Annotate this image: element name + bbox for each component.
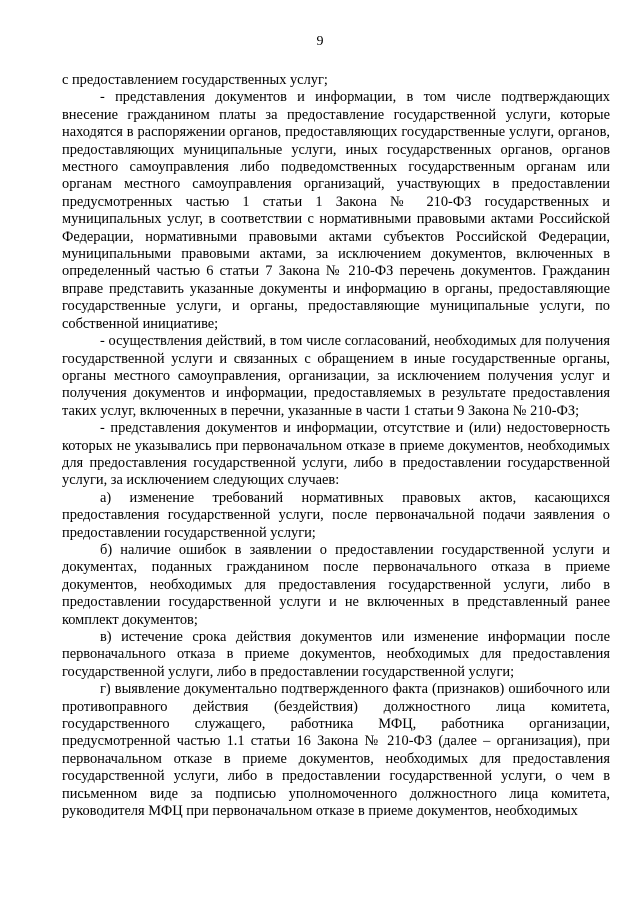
- page-number: 9: [316, 34, 324, 49]
- paragraph-item-g: г) выявление документально подтвержденного факта (признаков) ошибочного или противоправного действия (бездействия) должностного лица комитета, государственного служащего, работника МФЦ, работника организации, предусмотренной частью 1.1 статьи 16 Закона № 210-ФЗ (далее – организация), при первоначальном отказе в приеме документов, необходимых для предоставления государственной услуги, либо в предоставлении государственной услуги, о чем в письменном виде за подписью уполномоченного должностного лица комитета, руководителя МФЦ при первоначальном отказе в приеме документов, необходимых: [62, 681, 610, 820]
- paragraph-item-a: а) изменение требований нормативных правовых актов, касающихся предоставления государственной услуги, после первоначальной подачи заявления о предоставлении государственной услуги;: [62, 489, 610, 541]
- paragraph-item-v: в) истечение срока действия документов или изменение информации после первоначального отказа в приеме документов, необходимых для предоставления государственной услуги, либо в предоставлении государственной услуги;: [62, 629, 610, 680]
- paragraph-actions-approvals: - осуществления действий, в том числе согласований, необходимых для получения государственной услуги и связанных с обращением в иные государственные органы, органы местного самоуправления, организации, за исключением получения услуг и получения документов и информации, предоставляемых в результате предоставления таких услуг, включенных в перечни, указанные в части 1 статьи 9 Закона № 210-ФЗ;: [62, 333, 610, 419]
- paragraph-documents-information: - представления документов и информации, в том числе подтверждающих внесение гражданином платы за предоставление государственной услуги, которые находятся в распоряжении органов, предоставляющих государственные услуги, органов, предоставляющих муниципальные услуги, иных государственных органов, органов местного самоуправления либо подведомственных государственным органам или органам местного самоуправления организаций, участвующих в предоставлении предусмотренных частью 1 статьи 1 Закона № 210-ФЗ государственных и муниципальных услуг, в соответствии с нормативными правовыми актами Российской Федерации, нормативными правовыми актами субъектов Российской Федерации, муниципальными правовыми актами, за исключением документов, включенных в определенный частью 6 статьи 7 Закона № 210-ФЗ перечень документов. Гражданин вправе представить указанные документы и информацию в органы, предоставляющие государственные услуги, и органы, предоставляющие муниципальные услуги, по собственной инициативе;: [62, 89, 610, 332]
- paragraph-continuation: с предоставлением государственных услуг;: [62, 72, 328, 88]
- paragraph-item-b: б) наличие ошибок в заявлении о предоставлении государственной услуги и документах, поданных гражданином после первоначального отказа в приеме документов, необходимых для предоставления государственной услуги, либо в предоставлении государственной услуги и не включенных в представленный ранее комплект документов;: [62, 541, 610, 628]
- paragraph-documents-not-indicated: - представления документов и информации, отсутствие и (или) недостоверность которых не указывались при первоначальном отказе в приеме документов, необходимых для предоставления государственной услуги, либо в предоставлении государственной услуги, за исключением следующих случаев:: [62, 420, 610, 489]
- document-body: [62, 72, 610, 820]
